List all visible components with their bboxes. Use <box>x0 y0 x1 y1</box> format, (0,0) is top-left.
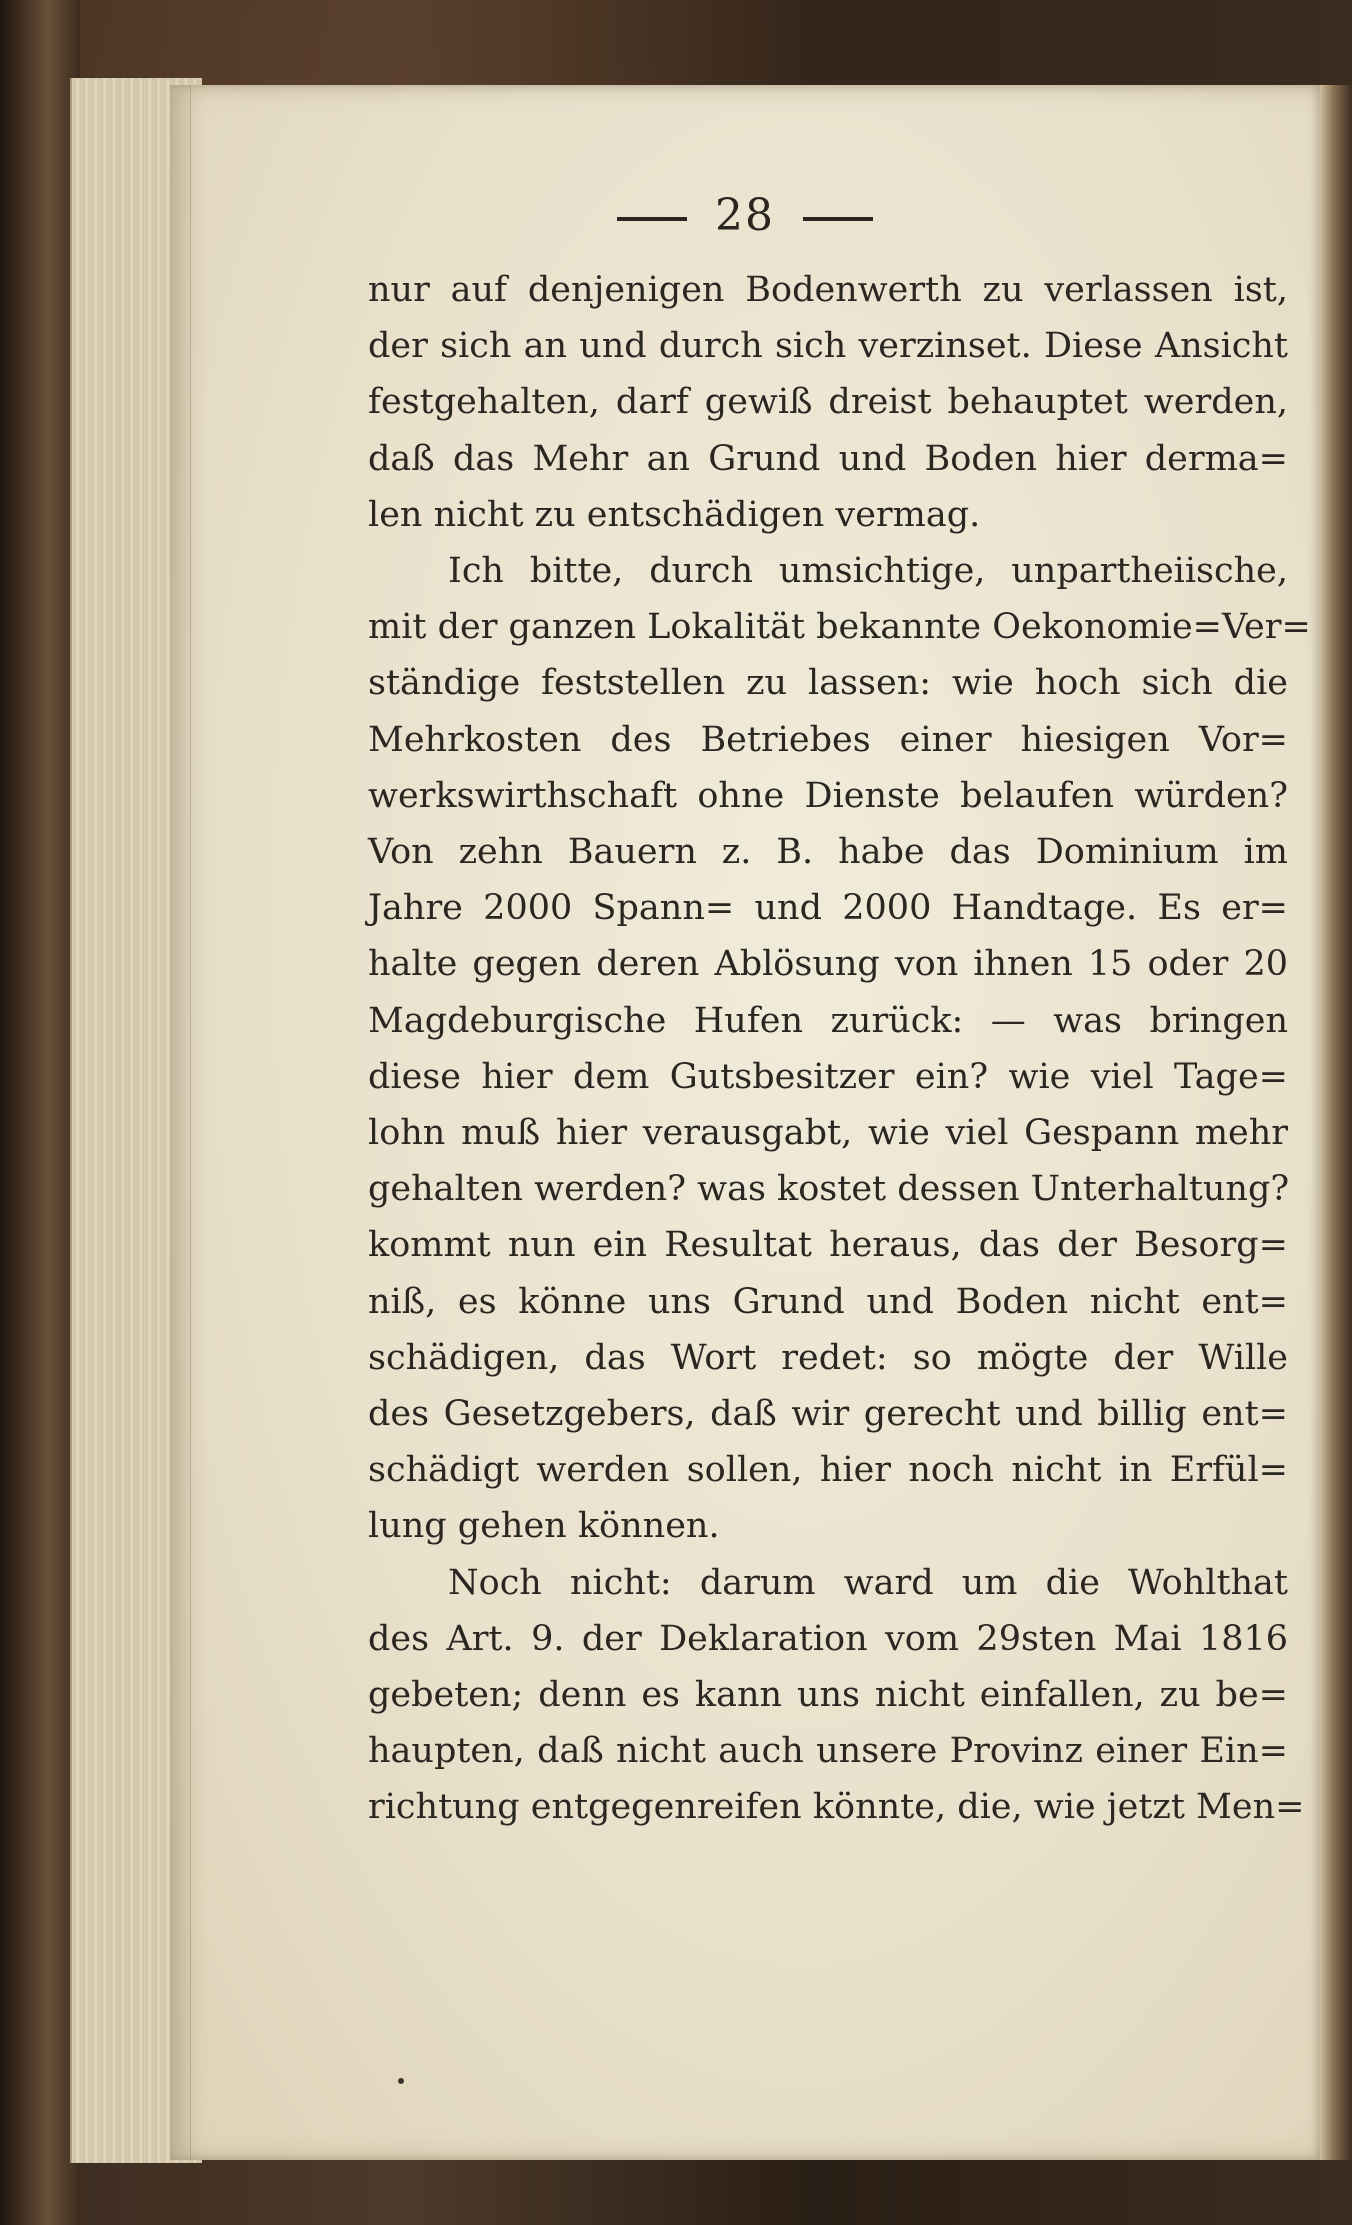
ink-dot <box>398 2078 404 2084</box>
text-line: Noch nicht: darum ward um die Wohlthat <box>448 1562 1288 1603</box>
page-header <box>170 190 1320 241</box>
page-number: 28 <box>715 190 775 241</box>
text-line: niß, es könne uns Grund und Boden nicht ent= <box>368 1281 1288 1322</box>
text-line: len nicht zu entschädigen vermag. <box>368 494 981 535</box>
text-line: nur auf denjenigen Bodenwerth zu verlassen ist, <box>368 270 1288 310</box>
text-line: kommt nun ein Resultat heraus, das der Besorg= <box>368 1225 1288 1266</box>
text-line: Jahre 2000 Spann= und 2000 Handtage. Es er= <box>368 888 1288 929</box>
text-line: lung gehen können. <box>368 1506 720 1547</box>
text-line: lohn muß hier verausgabt, wie viel Gespann mehr <box>368 1113 1288 1154</box>
text-line: schädigen, das Wort redet: so mögte der Wille <box>368 1337 1288 1378</box>
text-line: des Gesetzgebers, daß wir gerecht und billig ent= <box>368 1394 1288 1435</box>
text-line: ständige feststellen zu lassen: wie hoch sich die <box>368 663 1288 704</box>
text-line: des Art. 9. der Deklaration vom 29sten Mai 1816 <box>368 1618 1288 1659</box>
text-line: diese hier dem Gutsbesitzer ein? wie viel Tage= <box>368 1056 1288 1097</box>
text-line: halte gegen deren Ablösung von ihnen 15 oder 20 <box>368 944 1288 985</box>
page-right-edge <box>1320 85 1352 2160</box>
text-line: mit der ganzen Lokalität bekannte Oekonomie=Ver= <box>368 607 1311 648</box>
text-line: der sich an und durch sich verzinset. Diese Ansicht <box>368 326 1288 367</box>
text-line: gebeten; denn es kann uns nicht einfallen, zu be= <box>368 1675 1288 1716</box>
header-dash-right <box>803 217 873 221</box>
text-line: festgehalten, darf gewiß dreist behauptet werden, <box>368 382 1288 423</box>
page-text <box>368 262 1311 1836</box>
text-line: Magdeburgische Hufen zurück: — was bringen <box>368 1000 1288 1041</box>
text-line: werkswirthschaft ohne Dienste belaufen würden? <box>368 775 1288 816</box>
text-line: Ich bitte, durch umsichtige, unpartheiische, <box>448 551 1288 592</box>
text-line: schädigt werden sollen, hier noch nicht in Erfül= <box>368 1450 1288 1491</box>
text-line: haupten, daß nicht auch unsere Provinz einer Ein= <box>368 1731 1288 1772</box>
text-line: gehalten werden? was kostet dessen Unterhaltung? <box>368 1169 1290 1210</box>
text-line: richtung entgegenreifen könnte, die, wie jetzt Men= <box>368 1787 1305 1828</box>
text-line: Mehrkosten des Betriebes einer hiesigen Vor= <box>368 719 1288 760</box>
header-dash-left <box>617 217 687 221</box>
text-line: Von zehn Bauern z. B. habe das Dominium im <box>368 832 1288 873</box>
text-line: daß das Mehr an Grund und Boden hier derma= <box>368 438 1288 479</box>
book-binding <box>0 0 80 2225</box>
